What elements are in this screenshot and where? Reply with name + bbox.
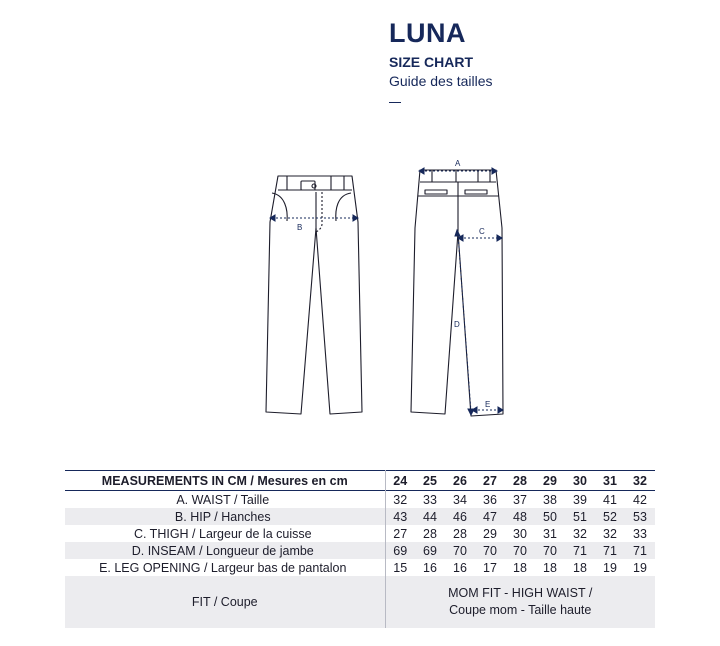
- cell-value: 36: [483, 492, 497, 507]
- size-header: 26: [453, 473, 467, 488]
- size-header: 28: [513, 473, 527, 488]
- label-a: A: [455, 159, 461, 168]
- size-header: 30: [573, 473, 587, 488]
- cell-value: 32: [603, 526, 617, 541]
- cell-value: 18: [513, 560, 527, 575]
- cell-value: 70: [513, 543, 527, 558]
- cell-value: 42: [633, 492, 647, 507]
- cell-value: 16: [453, 560, 467, 575]
- cell-value: 33: [423, 492, 437, 507]
- size-header: 24: [385, 471, 415, 491]
- fit-value-line: MOM FIT - HIGH WAIST /: [448, 586, 593, 600]
- product-title: LUNA: [389, 18, 466, 48]
- table-header-row: [65, 471, 655, 491]
- cell-value: 50: [543, 509, 557, 524]
- cell-value: 32: [573, 526, 587, 541]
- pants-back-illustration: [411, 170, 503, 416]
- size-header: 25: [423, 473, 437, 488]
- cell-value: 44: [423, 509, 437, 524]
- cell-value: 71: [633, 543, 647, 558]
- cell-value: 70: [543, 543, 557, 558]
- cell-value: 70: [453, 543, 467, 558]
- cell-value: 48: [513, 509, 527, 524]
- label-e: E: [485, 400, 491, 409]
- label-d: D: [454, 320, 460, 329]
- table-row: [65, 491, 655, 509]
- cell-value: 71: [573, 543, 587, 558]
- fit-value: [385, 576, 655, 628]
- cell-value: 70: [483, 543, 497, 558]
- table-row: [65, 508, 655, 525]
- cell-value: 34: [453, 492, 467, 507]
- row-label: A. WAIST / Taille: [176, 492, 270, 507]
- cell-value: 18: [573, 560, 587, 575]
- size-chart-table: [65, 470, 655, 628]
- row-label: B. HIP / Hanches: [174, 509, 271, 524]
- cell-value: 43: [385, 508, 415, 525]
- cell-value: 19: [603, 560, 617, 575]
- fit-value-line: Coupe mom - Taille haute: [449, 603, 592, 617]
- cell-value: 30: [513, 526, 527, 541]
- cell-value: 39: [573, 492, 587, 507]
- cell-value: 27: [385, 525, 415, 542]
- cell-value: 51: [573, 509, 587, 524]
- row-label: E. LEG OPENING / Largeur bas de pantalon: [99, 560, 347, 575]
- table-row: [65, 559, 655, 576]
- cell-value: 19: [633, 560, 647, 575]
- cell-value: 37: [513, 492, 527, 507]
- cell-value: 15: [385, 559, 415, 576]
- cell-value: 47: [483, 509, 497, 524]
- cell-value: 33: [633, 526, 647, 541]
- cell-value: 38: [543, 492, 557, 507]
- cell-value: 31: [543, 526, 557, 541]
- cell-value: 46: [453, 509, 467, 524]
- cell-value: 28: [423, 526, 437, 541]
- size-header: 31: [603, 473, 617, 488]
- table-row: [65, 525, 655, 542]
- cell-value: 53: [633, 509, 647, 524]
- measurements-header: MEASUREMENTS IN CM / Mesures en cm: [101, 473, 348, 488]
- label-b: B: [297, 223, 303, 232]
- fit-label: FIT / Coupe: [65, 576, 385, 628]
- cell-value: 28: [453, 526, 467, 541]
- size-header: 32: [633, 473, 647, 488]
- cell-value: 69: [385, 542, 415, 559]
- row-label: C. THIGH / Largeur de la cuisse: [133, 526, 312, 541]
- cell-value: 16: [423, 560, 437, 575]
- label-c: C: [479, 227, 485, 236]
- size-header: 27: [483, 473, 497, 488]
- fit-row: [65, 576, 655, 628]
- cell-value: 41: [603, 492, 617, 507]
- cell-value: 17: [483, 560, 497, 575]
- size-chart-heading: SIZE CHART: [389, 54, 473, 70]
- size-header: 29: [543, 473, 557, 488]
- table-row: [65, 542, 655, 559]
- cell-value: 18: [543, 560, 557, 575]
- cell-value: 71: [603, 543, 617, 558]
- cell-value: 52: [603, 509, 617, 524]
- pants-front-illustration: [266, 176, 362, 414]
- cell-value: 69: [423, 543, 437, 558]
- cell-value: 29: [483, 526, 497, 541]
- size-chart-heading-fr: Guide des tailles: [389, 73, 493, 89]
- row-label: D. INSEAM / Longueur de jambe: [131, 543, 314, 558]
- cell-value: 32: [385, 491, 415, 509]
